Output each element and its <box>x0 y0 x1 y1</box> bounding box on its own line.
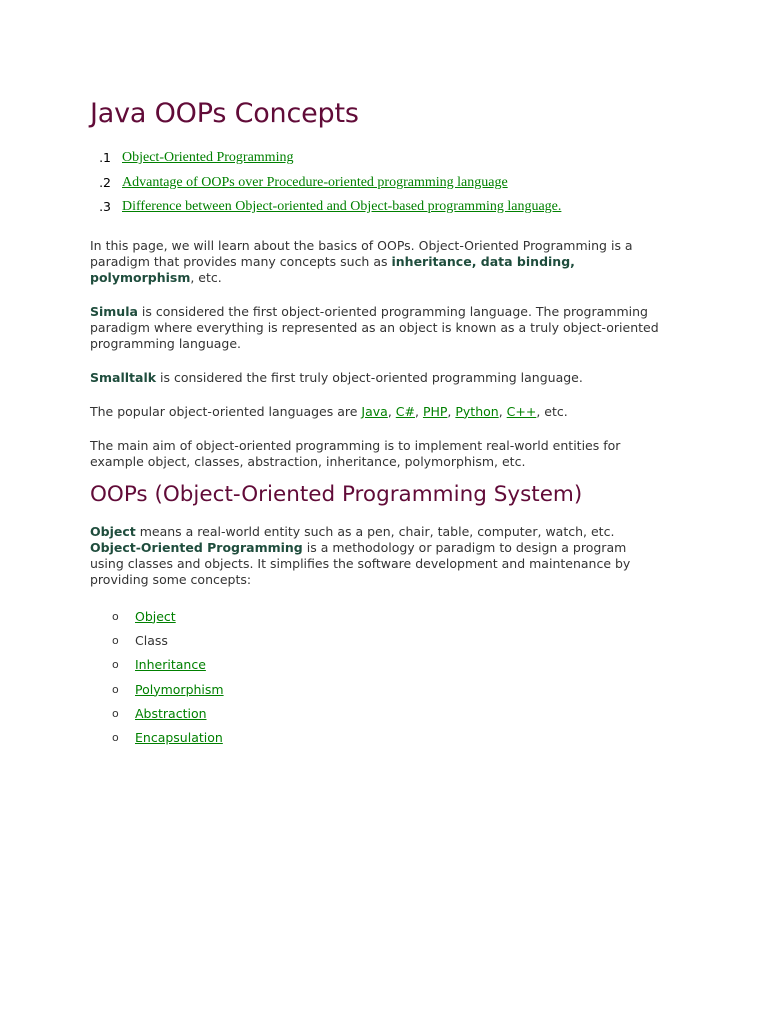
concept-link-encapsulation[interactable]: Encapsulation <box>135 730 223 746</box>
list-item <box>112 726 660 750</box>
list-item <box>112 605 660 629</box>
page-title: Java OOPs Concepts <box>90 98 359 129</box>
list-item <box>112 629 660 653</box>
intro-text: In this page, we will learn about the basics of OOPs. Object-Oriented Programming is a paradigm that provides many concepts such as <box>90 237 633 269</box>
language-link-php[interactable]: PHP <box>422 403 448 419</box>
smalltalk-paragraph <box>90 370 660 386</box>
concept-link-object[interactable]: Object <box>135 608 176 624</box>
bullet-circle-icon: o <box>112 682 119 696</box>
separator: , <box>414 403 423 419</box>
intro-paragraph <box>90 238 660 286</box>
toc-item: 3. Difference between Object-oriented and Object-based programming language. <box>99 199 562 214</box>
main-aim-paragraph: The main aim of object-oriented programming is to implement real-world entities for example object, classes, abstraction, inheritance, polymorphism, etc. <box>90 437 621 469</box>
bullet-circle-icon: o <box>112 633 119 647</box>
section-heading-oops: OOPs (Object-Oriented Programming System) <box>90 481 583 507</box>
language-link-cpp[interactable]: C++ <box>506 403 537 419</box>
intro-keywords: inheritance, data binding, polymorphism <box>90 253 575 285</box>
concept-link-polymorphism[interactable]: Polymorphism <box>135 681 224 697</box>
table-of-contents <box>90 146 660 220</box>
smalltalk-keyword: Smalltalk <box>90 369 157 385</box>
smalltalk-text: is considered the first truly object-oriented programming language. <box>156 369 583 385</box>
simula-paragraph <box>90 304 660 352</box>
bullet-circle-icon: o <box>112 707 119 721</box>
popular-prefix: The popular object-oriented languages are <box>90 403 362 419</box>
list-item <box>112 702 660 726</box>
list-item <box>112 678 660 702</box>
separator: , <box>447 403 456 419</box>
list-item <box>112 653 660 677</box>
simula-text: is considered the first object-oriented programming language. The programming paradigm where everything is represented as an object is known as a truly object-oriented programming language. <box>90 303 659 351</box>
object-text: means a real-world entity such as a pen, chair, table, computer, watch, etc. <box>135 523 615 539</box>
object-paragraph <box>90 524 660 588</box>
simula-keyword: Simula <box>90 303 138 319</box>
popular-languages-paragraph <box>90 404 660 420</box>
separator: , <box>387 403 396 419</box>
toc-link-difference[interactable]: Difference between Object-oriented and Object-based programming language. <box>122 199 562 214</box>
toc-link-oop[interactable]: Object-Oriented Programming <box>122 150 294 165</box>
oop-text: is a methodology or paradigm to design a program using classes and objects. It simplifies the software development and maintenance by providing some concepts: <box>90 539 631 587</box>
object-keyword: Object <box>90 523 136 539</box>
language-link-csharp[interactable]: C# <box>395 403 415 419</box>
popular-suffix: , etc. <box>536 403 568 419</box>
intro-text-end: , etc. <box>190 269 222 285</box>
oop-keyword: Object-Oriented Programming <box>90 539 303 555</box>
concepts-list <box>90 605 660 751</box>
bullet-circle-icon: o <box>112 658 119 672</box>
language-link-python[interactable]: Python <box>455 403 499 419</box>
concept-link-abstraction[interactable]: Abstraction <box>135 706 207 722</box>
toc-link-advantage[interactable]: Advantage of OOPs over Procedure-oriented programming language <box>122 174 508 190</box>
toc-item: 1. Object-Oriented Programming <box>99 150 294 165</box>
bullet-circle-icon: o <box>112 731 119 745</box>
document-page <box>90 96 660 751</box>
concept-link-inheritance[interactable]: Inheritance <box>135 657 206 673</box>
toc-item: 2. Advantage of OOPs over Procedure-oriented programming language <box>99 174 508 190</box>
bullet-circle-icon: o <box>112 609 119 623</box>
concept-class: Class <box>135 632 168 648</box>
language-link-java[interactable]: Java <box>361 403 388 419</box>
separator: , <box>498 403 507 419</box>
